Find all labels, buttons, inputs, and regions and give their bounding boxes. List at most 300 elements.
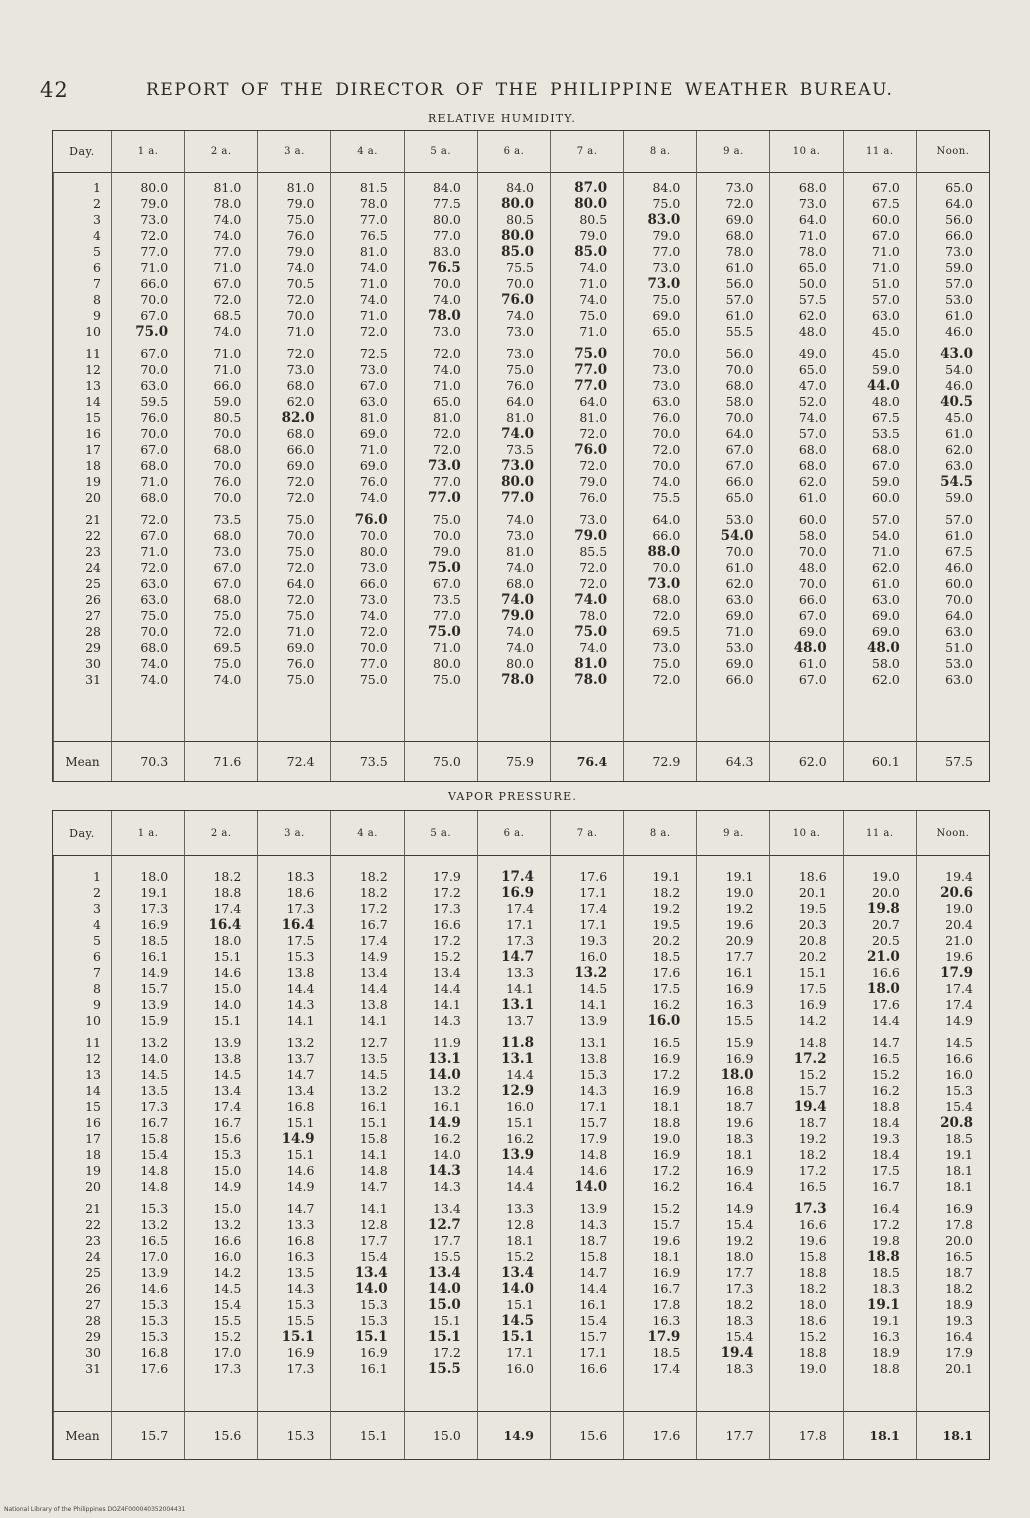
table-cell: 15.8 [798,1249,827,1264]
table-cell: 48.0 [798,324,827,339]
day-number: 5 [93,244,101,259]
table-cell: 59.0 [945,260,973,275]
table-cell: 62.0 [871,672,900,687]
table-cell: 14.9 [945,1013,973,1028]
table-cell: 74.0 [506,624,534,639]
table-cell: 77.0 [574,362,608,378]
table-cell: 70.0 [798,576,827,591]
table-cell: 17.3 [432,901,461,916]
table-cell: 15.8 [359,1131,388,1146]
table-cell: 53.5 [871,426,900,441]
column-header: 9 a. [696,811,769,856]
table-cell: 67.0 [725,458,754,473]
day-number: 6 [93,260,101,275]
table-cell: 71.0 [432,640,461,655]
table-cell: 75.0 [286,212,315,227]
table-cell: 15.8 [579,1249,608,1264]
hour-column [696,856,769,1411]
table-cell: 73.0 [652,260,681,275]
day-number: 22 [85,528,101,543]
table-cell: 14.7 [871,1035,900,1050]
table-cell: 70.0 [213,458,242,473]
table-cell: 70.5 [286,276,315,291]
table-cell: 70.0 [359,640,388,655]
table-cell: 16.9 [359,1345,388,1360]
table-cell: 18.6 [798,869,827,884]
table-cell: 18.8 [798,1345,827,1360]
table-cell: 45.0 [871,346,900,361]
table-cell: 19.2 [798,1131,827,1146]
table-cell: 16.7 [871,1179,900,1194]
table-cell: 15.0 [213,1201,242,1216]
table-cell: 17.2 [432,885,461,900]
table-cell: 17.2 [652,1163,681,1178]
table-cell: 16.7 [213,1115,242,1130]
table-cell: 71.0 [359,276,388,291]
day-number: 16 [85,1115,101,1130]
table-cell: 19.3 [871,1131,900,1146]
relative-humidity-table [52,130,990,782]
table-cell: 84.0 [432,180,461,195]
day-number: 13 [85,1067,101,1082]
day-column [53,856,111,1411]
table-cell: 14.6 [140,1281,169,1296]
table-cell: 45.0 [945,410,973,425]
table-cell: 19.1 [871,1313,900,1328]
table-cell: 16.9 [798,997,827,1012]
table-cell: 18.2 [798,1281,827,1296]
mean-value: 15.6 [184,1411,257,1459]
table-cell: 20.0 [945,1233,973,1248]
table-cell: 61.0 [798,656,827,671]
table-cell: 68.0 [798,180,827,195]
table-cell: 70.0 [286,308,315,323]
table-cell: 80.0 [140,180,169,195]
table-cell: 73.0 [213,544,242,559]
day-number: 25 [85,1265,101,1280]
table-cell: 17.3 [140,901,169,916]
table-cell: 68.0 [506,576,534,591]
table-cell: 15.3 [213,1147,242,1162]
table-cell: 70.0 [213,490,242,505]
table-cell: 67.0 [871,180,900,195]
table-cell: 19.8 [871,1233,900,1248]
table-cell: 14.5 [945,1035,973,1050]
table-cell: 20.2 [798,949,827,964]
table-cell: 67.0 [432,576,461,591]
table-cell: 18.3 [725,1131,754,1146]
table-cell: 18.5 [871,1265,900,1280]
table-cell: 69.0 [725,212,754,227]
table-cell: 70.0 [725,362,754,377]
day-number: 15 [85,1099,101,1114]
table-cell: 74.0 [432,362,461,377]
column-header: 10 a. [769,131,842,173]
table-cell: 20.5 [871,933,900,948]
day-number: 24 [85,1249,101,1264]
table-cell: 17.5 [798,981,827,996]
table-cell: 70.0 [652,426,681,441]
table-cell: 13.1 [501,1051,534,1067]
table-cell: 64.0 [945,608,973,623]
table-cell: 66.0 [725,474,754,489]
table-cell: 17.3 [286,901,315,916]
mean-label: Mean [53,741,111,781]
column-header: 5 a. [404,811,477,856]
table-cell: 14.7 [501,949,534,965]
table-cell: 71.0 [213,362,242,377]
day-number: 24 [85,560,101,575]
table-cell: 14.7 [359,1179,388,1194]
table-cell: 73.5 [432,592,461,607]
table-cell: 19.1 [866,1297,900,1313]
table-cell: 87.0 [574,180,608,196]
table-cell: 16.0 [213,1249,242,1264]
table-cell: 18.2 [359,869,388,884]
table-cell: 19.0 [798,1361,827,1376]
table-cell: 16.8 [140,1345,169,1360]
table-cell: 18.0 [213,933,242,948]
table-cell: 19.6 [725,1115,754,1130]
table-cell: 14.7 [579,1265,608,1280]
table-cell: 19.3 [945,1313,973,1328]
table-cell: 17.9 [579,1131,608,1146]
table-cell: 78.0 [427,308,461,324]
table-cell: 18.1 [652,1099,681,1114]
table-cell: 77.0 [432,474,461,489]
table-cell: 66.0 [359,576,388,591]
table-cell: 15.4 [140,1147,169,1162]
table-cell: 18.7 [798,1115,827,1130]
table-cell: 15.5 [432,1249,461,1264]
table-cell: 71.0 [579,324,608,339]
table-cell: 21.0 [866,949,900,965]
table-cell: 13.3 [506,965,534,980]
table-cell: 63.0 [945,458,973,473]
day-number: 21 [85,512,101,527]
table-cell: 67.0 [871,228,900,243]
table-cell: 19.4 [945,869,973,884]
table-cell: 78.0 [725,244,754,259]
table-cell: 17.2 [432,933,461,948]
day-number: 12 [85,1051,101,1066]
table-cell: 15.4 [579,1313,608,1328]
table-cell: 75.0 [427,560,461,576]
mean-value: 76.4 [550,741,623,781]
table-cell: 57.0 [871,512,900,527]
table-cell: 64.0 [725,426,754,441]
table-cell: 18.1 [945,1163,973,1178]
column-header: 11 a. [843,811,916,856]
table-cell: 72.0 [213,292,242,307]
table-cell: 74.0 [359,490,388,505]
table-cell: 69.0 [798,624,827,639]
table-cell: 67.0 [798,608,827,623]
table-cell: 13.2 [432,1083,461,1098]
table-cell: 72.0 [652,442,681,457]
table-cell: 16.0 [945,1067,973,1082]
table-cell: 18.6 [286,885,315,900]
table-cell: 13.2 [359,1083,388,1098]
table-cell: 78.0 [574,672,608,688]
table-cell: 15.3 [286,949,315,964]
table-cell: 74.0 [506,512,534,527]
table-cell: 81.0 [359,410,388,425]
day-number: 23 [85,544,101,559]
table-cell: 40.5 [940,394,973,410]
hour-column [843,856,916,1411]
table-cell: 15.9 [140,1013,169,1028]
table-cell: 17.4 [359,933,388,948]
table-cell: 74.0 [213,324,242,339]
table-cell: 72.0 [286,592,315,607]
table-cell: 17.8 [652,1297,681,1312]
table-cell: 15.1 [501,1329,534,1345]
table-cell: 80.0 [359,544,388,559]
table-cell: 75.0 [574,624,608,640]
day-number: 7 [93,965,101,980]
day-number: 17 [85,1131,101,1146]
table-cell: 80.5 [213,410,242,425]
table-cell: 20.4 [945,917,973,932]
table-cell: 14.5 [579,981,608,996]
table-cell: 76.0 [359,474,388,489]
table-cell: 67.0 [140,442,169,457]
table-cell: 75.0 [652,656,681,671]
table-cell: 80.5 [506,212,534,227]
table-cell: 58.0 [725,394,754,409]
page-number: 42 [40,78,69,102]
table-cell: 19.0 [945,901,973,916]
table-cell: 70.0 [140,426,169,441]
table-cell: 20.6 [940,885,973,901]
running-head: REPORT OF THE DIRECTOR OF THE PHILIPPINE WEATHER BUREAU. [146,80,894,100]
table-cell: 15.7 [579,1329,608,1344]
table-cell: 16.4 [871,1201,900,1216]
table-cell: 17.4 [945,981,973,996]
table-cell: 13.4 [432,1201,461,1216]
table-cell: 63.0 [871,308,900,323]
table-cell: 15.1 [281,1329,315,1345]
table-cell: 16.1 [359,1099,388,1114]
table-cell: 15.3 [140,1297,169,1312]
table-cell: 84.0 [506,180,534,195]
table-cell: 68.0 [140,490,169,505]
table-cell: 77.5 [432,196,461,211]
table-cell: 14.0 [501,1281,534,1297]
table-cell: 75.0 [286,608,315,623]
table-cell: 17.4 [501,869,534,885]
table-cell: 16.9 [652,1051,681,1066]
table-cell: 16.6 [579,1361,608,1376]
table-cell: 53.0 [945,656,973,671]
table-cell: 72.0 [140,560,169,575]
table-cell: 73.0 [652,362,681,377]
table-cell: 79.0 [579,228,608,243]
table-cell: 74.0 [359,292,388,307]
table-cell: 67.0 [213,576,242,591]
day-number: 28 [85,624,101,639]
table-cell: 71.0 [432,378,461,393]
day-number: 3 [93,901,101,916]
table-cell: 16.9 [652,1265,681,1280]
table-cell: 18.7 [725,1099,754,1114]
table-cell: 73.0 [432,324,461,339]
table-cell: 79.0 [652,228,681,243]
table-cell: 15.4 [945,1099,973,1114]
table-cell: 15.3 [359,1313,388,1328]
table-cell: 72.0 [652,608,681,623]
table-cell: 18.2 [652,885,681,900]
table-cell: 74.0 [579,640,608,655]
table-cell: 73.0 [506,528,534,543]
table-cell: 79.0 [501,608,534,624]
table-cell: 61.0 [871,576,900,591]
hour-column [330,173,403,741]
table-cell: 16.2 [871,1083,900,1098]
table-cell: 63.0 [725,592,754,607]
table-cell: 18.0 [725,1249,754,1264]
table-cell: 14.0 [427,1281,461,1297]
table-cell: 70.0 [432,528,461,543]
table-cell: 77.0 [574,378,608,394]
table-cell: 68.0 [652,592,681,607]
table-cell: 14.8 [579,1147,608,1162]
table-cell: 13.2 [140,1217,169,1232]
table-cell: 17.6 [140,1361,169,1376]
table-cell: 67.0 [213,276,242,291]
hour-column [550,856,623,1411]
day-number: 7 [93,276,101,291]
table-cell: 16.5 [140,1233,169,1248]
table-cell: 16.4 [945,1329,973,1344]
column-header: 3 a. [257,811,330,856]
column-header: 8 a. [623,811,696,856]
table-cell: 54.0 [871,528,900,543]
table-cell: 69.0 [359,458,388,473]
table-cell: 16.2 [432,1131,461,1146]
table-cell: 46.0 [945,378,973,393]
day-number: 14 [85,394,101,409]
table-cell: 57.0 [945,512,973,527]
table-cell: 80.0 [501,474,534,490]
table-cell: 63.0 [871,592,900,607]
table-cell: 75.0 [652,196,681,211]
table-cell: 76.0 [506,378,534,393]
column-header: 6 a. [477,811,550,856]
table-cell: 67.0 [213,560,242,575]
table-cell: 66.0 [286,442,315,457]
table-cell: 73.0 [506,346,534,361]
day-number: 29 [85,1329,101,1344]
day-number: 4 [93,228,101,243]
table-cell: 50.0 [798,276,827,291]
table-cell: 17.2 [871,1217,900,1232]
table-cell: 18.8 [871,1361,900,1376]
table-cell: 77.0 [432,228,461,243]
table-cell: 13.8 [213,1051,242,1066]
table-cell: 14.0 [574,1179,608,1195]
table-cell: 15.3 [579,1067,608,1082]
table-cell: 13.9 [213,1035,242,1050]
day-number: 27 [85,608,101,623]
table-cell: 64.0 [506,394,534,409]
table-cell: 77.0 [213,244,242,259]
table-cell: 64.0 [798,212,827,227]
table-cell: 76.0 [140,410,169,425]
table-cell: 70.0 [359,528,388,543]
table-cell: 18.2 [798,1147,827,1162]
table-cell: 66.0 [945,228,973,243]
table-cell: 74.0 [213,212,242,227]
table-cell: 74.0 [501,426,534,442]
table-cell: 60.0 [871,212,900,227]
table-cell: 67.5 [871,196,900,211]
table-cell: 18.5 [140,933,169,948]
table-cell: 17.7 [725,1265,754,1280]
table-cell: 74.0 [213,672,242,687]
table-cell: 74.0 [359,260,388,275]
table-cell: 18.1 [506,1233,534,1248]
table-cell: 16.7 [652,1281,681,1296]
table-cell: 73.0 [945,244,973,259]
table-cell: 15.0 [213,1163,242,1178]
table-cell: 72.0 [286,490,315,505]
day-number: 17 [85,442,101,457]
table-cell: 59.0 [871,362,900,377]
table-cell: 15.1 [213,949,242,964]
day-number: 26 [85,592,101,607]
table-cell: 48.0 [798,560,827,575]
table-cell: 14.4 [432,981,461,996]
mean-value: 75.0 [404,741,477,781]
table-cell: 15.1 [213,1013,242,1028]
table-cell: 19.3 [579,933,608,948]
table-cell: 61.0 [798,490,827,505]
table-cell: 14.4 [359,981,388,996]
table-cell: 62.0 [798,308,827,323]
column-header: 5 a. [404,131,477,173]
table-cell: 66.0 [652,528,681,543]
table-cell: 12.9 [501,1083,534,1099]
table-cell: 16.3 [286,1249,315,1264]
table-cell: 65.0 [798,260,827,275]
mean-value: 17.7 [696,1411,769,1459]
table-cell: 75.0 [574,346,608,362]
table-cell: 19.1 [725,869,754,884]
table-cell: 15.2 [506,1249,534,1264]
table-cell: 14.7 [286,1201,315,1216]
table-cell: 73.0 [647,576,681,592]
table-cell: 19.6 [725,917,754,932]
table-cell: 72.0 [286,292,315,307]
table-cell: 14.0 [432,1147,461,1162]
table-cell: 72.0 [579,426,608,441]
table-cell: 18.8 [213,885,242,900]
table-cell: 13.3 [286,1217,315,1232]
table-cell: 74.0 [652,474,681,489]
table-cell: 20.2 [652,933,681,948]
table-cell: 71.0 [286,324,315,339]
mean-value: 75.9 [477,741,550,781]
day-number: 9 [93,308,101,323]
day-number: 18 [85,1147,101,1162]
hour-column [257,856,330,1411]
table-cell: 79.0 [432,544,461,559]
table-cell: 76.5 [427,260,461,276]
table-cell: 17.4 [506,901,534,916]
mean-value: 73.5 [330,741,403,781]
